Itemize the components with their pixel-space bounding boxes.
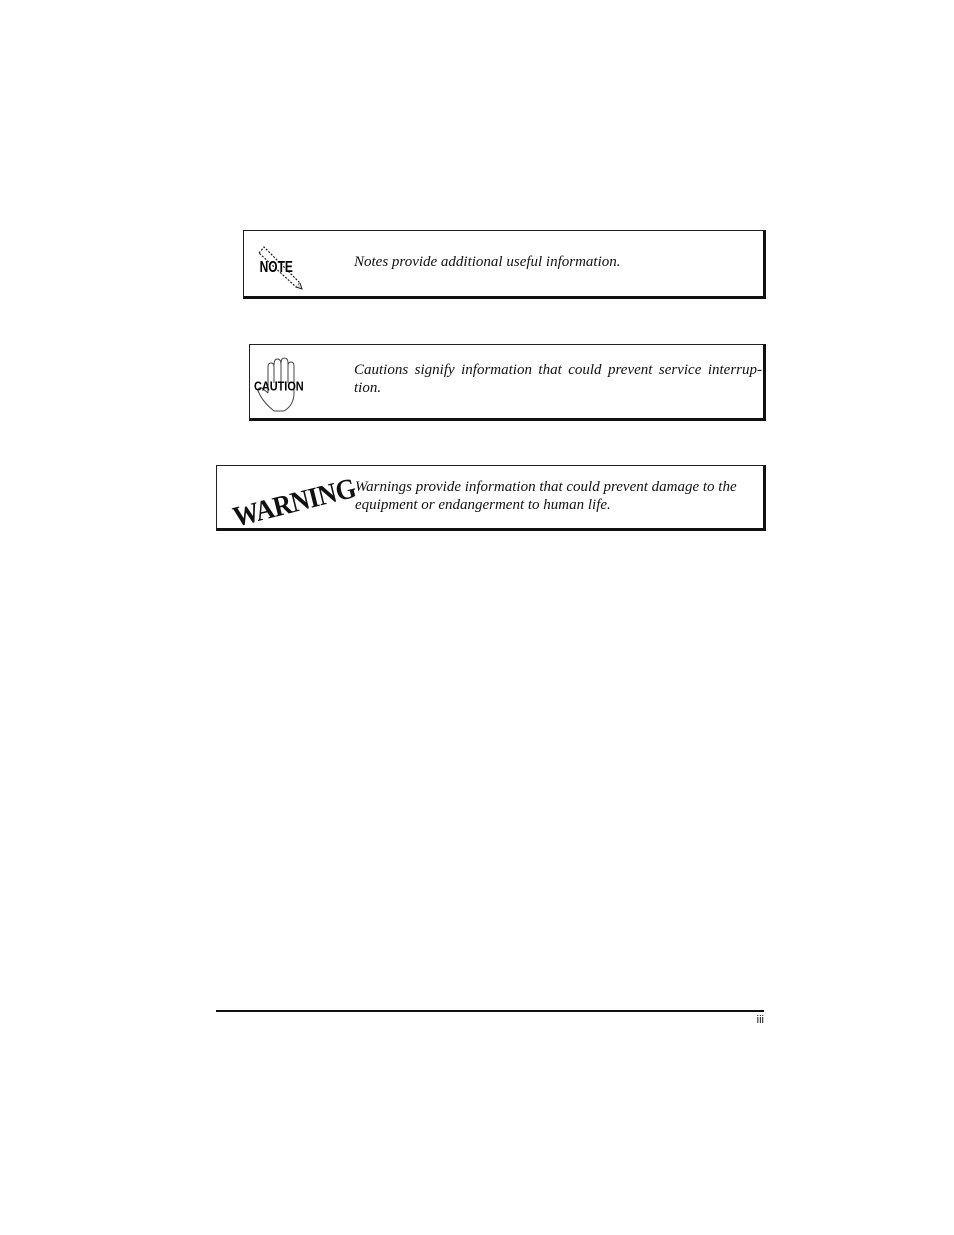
page-number: iii (756, 1014, 764, 1026)
caution-callout (249, 344, 766, 421)
note-pencil-icon (256, 243, 304, 289)
caution-icon-label: CAUTION (254, 378, 304, 394)
warning-icon-label: WARNING (229, 471, 359, 533)
footer-rule (216, 1010, 764, 1012)
note-text: Notes provide additional useful information. (354, 254, 621, 270)
warning-stamp-icon (225, 471, 359, 533)
note-callout (243, 230, 766, 299)
caution-hand-icon (254, 357, 306, 415)
warning-text: Warnings provide information that could prevent damage to the equipment or endangerment to human life. (355, 479, 737, 513)
note-icon-label: NOTE (259, 257, 293, 276)
caution-text: Cautions signify information that could prevent service interrup-tion. (354, 362, 762, 396)
warning-callout (216, 465, 766, 531)
